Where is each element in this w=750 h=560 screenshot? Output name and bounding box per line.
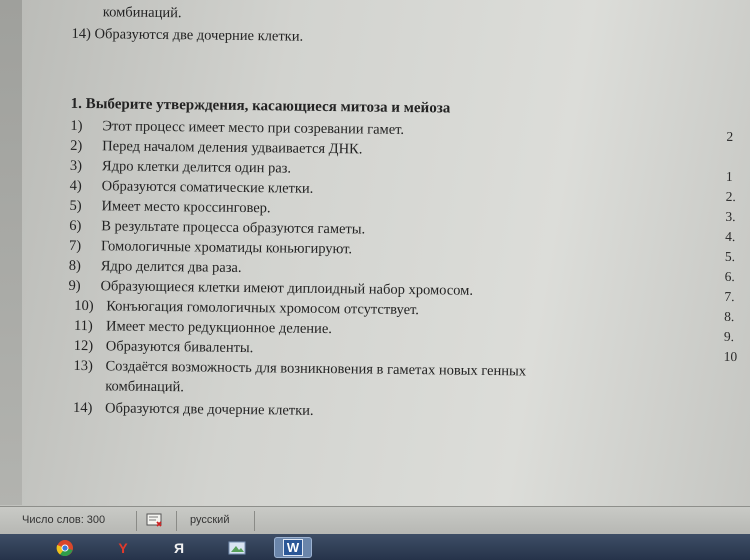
right-column-num: 1: [725, 168, 733, 184]
right-column-num: 2.: [725, 188, 736, 205]
chrome-icon: [56, 539, 74, 557]
status-separator: [176, 511, 177, 531]
word-count[interactable]: Число слов: 300: [22, 514, 106, 526]
list-item-3: 3) Ядро клетки делится один раз.: [69, 157, 292, 177]
status-bar: [0, 506, 750, 535]
right-column-num: 4.: [725, 228, 736, 245]
list-item-5: 5) Имеет место кроссинговер.: [69, 197, 271, 217]
windows-taskbar: [0, 534, 750, 560]
prev-item13-tail: комбинаций.: [102, 4, 182, 22]
list-item-13: 13) Создаётся возможность для возникновения в гаметах новых генных: [73, 357, 527, 380]
right-column-num: 5.: [724, 248, 736, 264]
list-item-4: 4) Образуются соматические клетки.: [69, 177, 314, 197]
list-item-9: 9) Образующиеся клетки имеют диплоидный набор хромосом.: [68, 277, 474, 299]
status-separator: [254, 511, 255, 531]
list-item-6: 6) В результате процесса образуются гаметы.: [69, 217, 366, 238]
list-item-8: 8) Ядро делится два раза.: [68, 257, 242, 276]
yandex-icon: Y: [118, 539, 128, 556]
list-item-13-continuation: комбинаций.: [105, 378, 185, 396]
spellcheck-icon[interactable]: [146, 512, 166, 528]
right-column-num: 8.: [724, 308, 735, 324]
paint-icon: [228, 540, 246, 556]
status-separator: [136, 511, 137, 531]
word-taskbar-icon[interactable]: [274, 537, 312, 558]
yandex-taskbar-icon[interactable]: [104, 537, 142, 558]
yandex-browser-taskbar-icon[interactable]: [160, 537, 198, 558]
question-heading: 1. Выберите утверждения, касающиеся митоза и мейоза: [70, 95, 451, 117]
list-item-7: 7) Гомологичные хроматиды коньюгируют.: [68, 237, 353, 258]
right-column-num: 2: [726, 128, 734, 144]
paint-taskbar-icon[interactable]: [218, 537, 256, 558]
right-column-num: 9.: [723, 328, 735, 344]
list-item-11: 11) Имеет место редукционное деление.: [73, 317, 333, 338]
right-column-num: 6.: [724, 268, 735, 284]
list-item-14: 14) Образуются две дочерние клетки.: [72, 399, 314, 419]
word-icon: W: [283, 539, 303, 556]
list-item-10: 10) Конъюгация гомологичных хромосом отсутствует.: [74, 297, 420, 319]
right-column-num: 3.: [725, 208, 736, 225]
right-column-num: 10: [723, 348, 738, 365]
list-item-1: 1) Этот процесс имеет место при созревании гамет.: [70, 117, 405, 138]
right-column-num: 7.: [724, 288, 735, 304]
prev-item14: 14) Образуются две дочерние клетки.: [71, 25, 304, 45]
language-indicator[interactable]: русский: [190, 514, 230, 526]
yandex-browser-icon: Я: [173, 539, 185, 556]
list-item-12: 12) Образуются биваленты.: [73, 337, 254, 357]
chrome-taskbar-icon[interactable]: [46, 537, 84, 558]
list-item-2: 2) Перед началом деления удваивается ДНК.: [70, 137, 363, 158]
